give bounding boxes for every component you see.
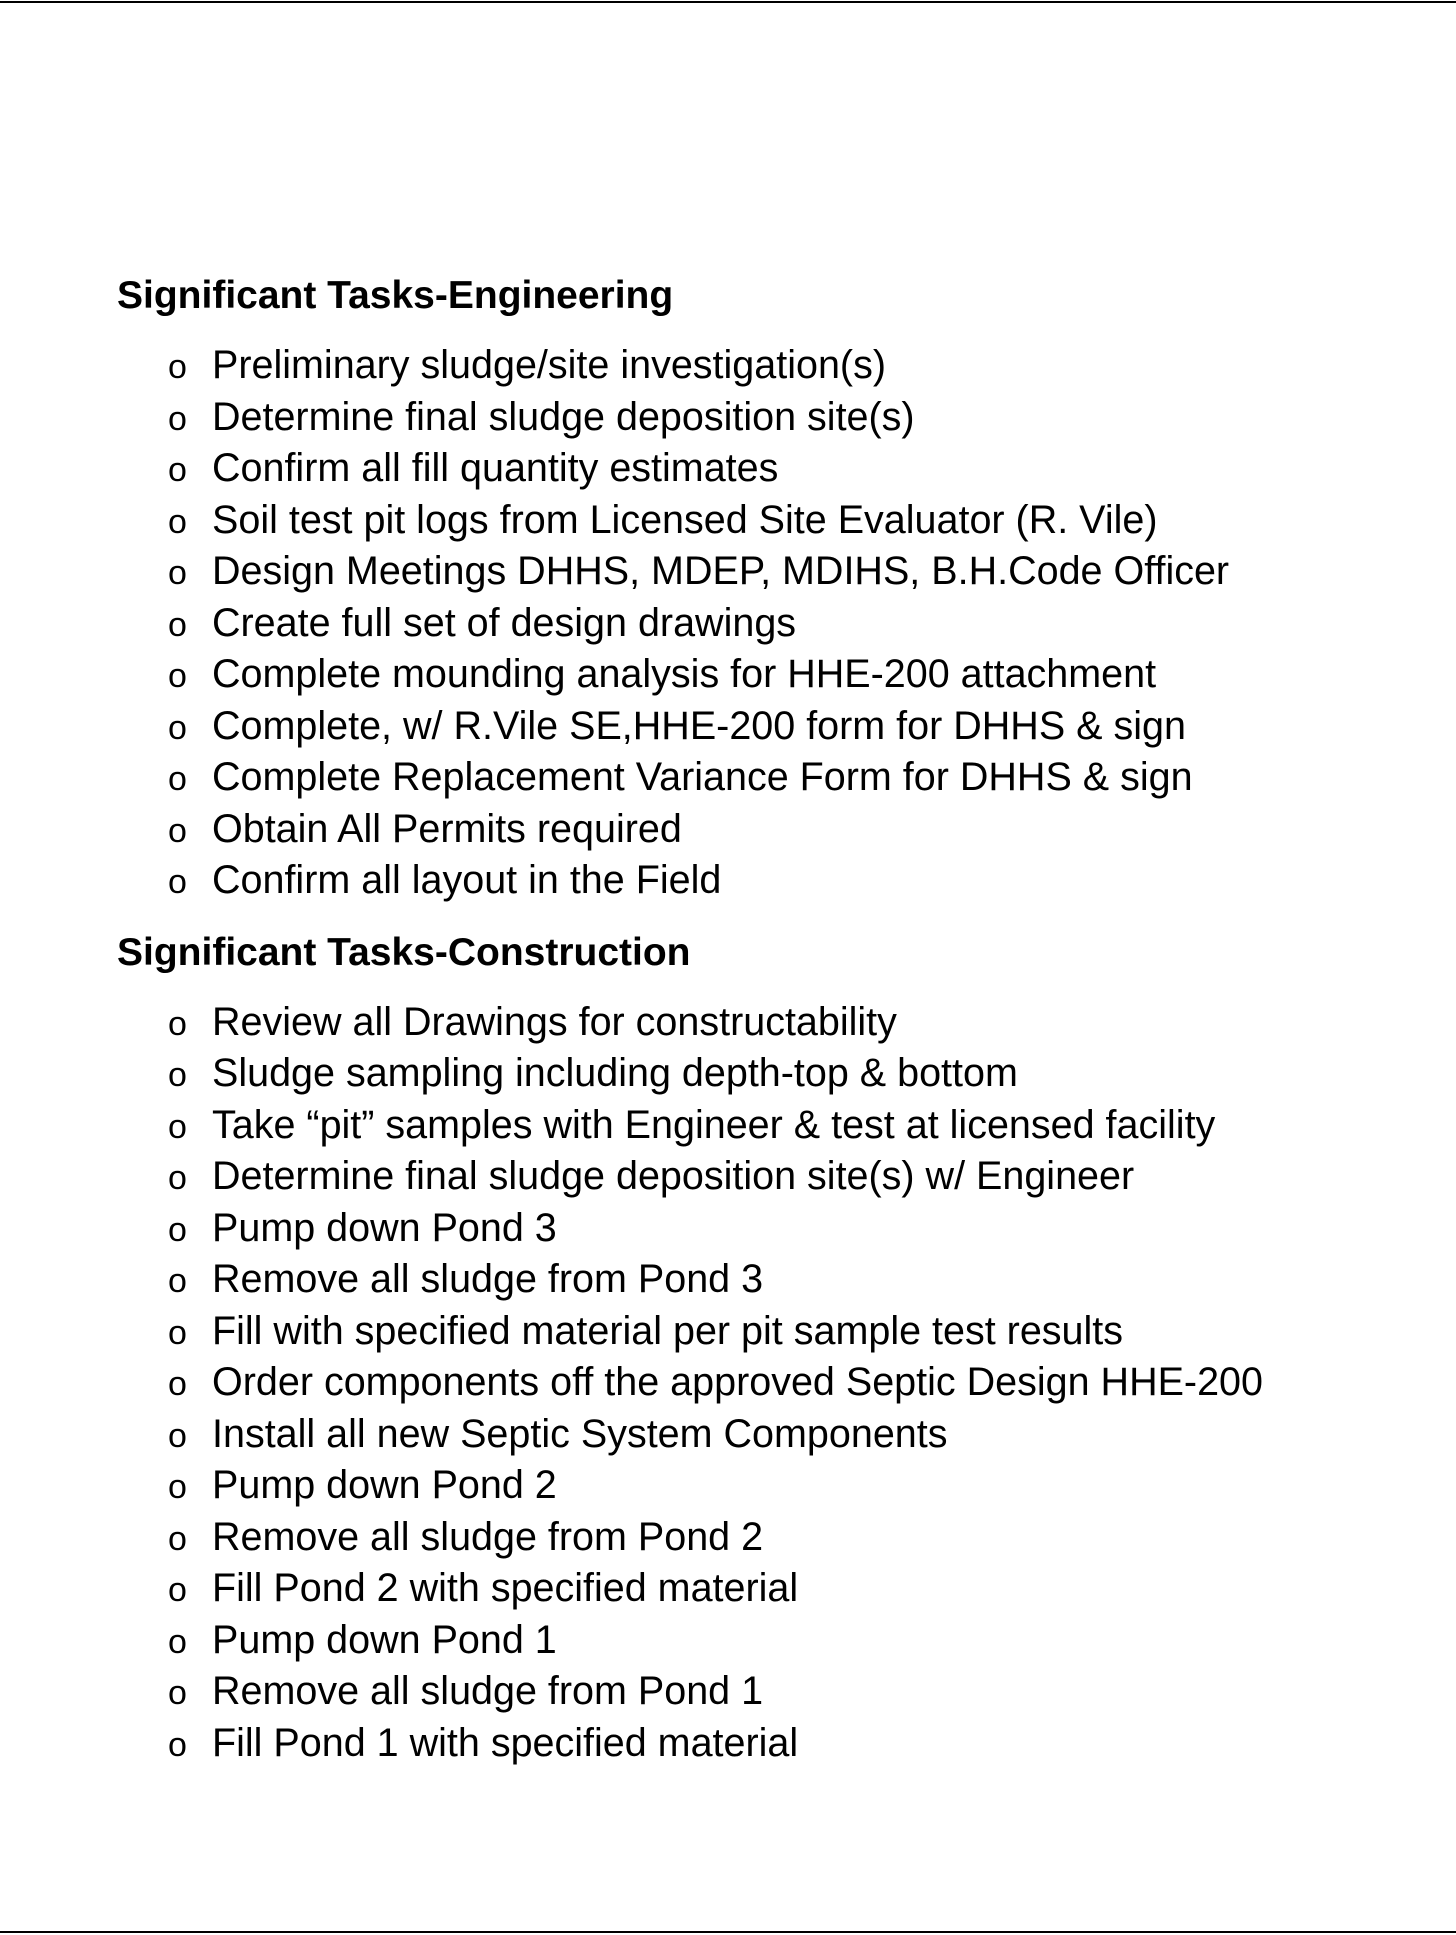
- list-item: [117, 804, 1417, 856]
- hollow-bullet-icon: o: [168, 1107, 187, 1146]
- task-text: Create full set of design drawings: [212, 600, 797, 645]
- list-item: [117, 752, 1417, 804]
- top-border-line: [0, 1, 1456, 3]
- list-item: [117, 546, 1417, 598]
- list-item: [117, 649, 1417, 701]
- hollow-bullet-icon: o: [168, 1159, 187, 1197]
- task-text: Fill with specified material per pit sample test results: [212, 1308, 1124, 1353]
- task-text: Determine final sludge deposition site(s): [212, 394, 915, 439]
- task-text: Remove all sludge from Pond 2: [212, 1514, 764, 1559]
- list-item: [117, 1718, 1417, 1770]
- list-item: [117, 855, 1417, 907]
- task-text: Complete, w/ R.Vile SE,HHE-200 form for DHHS & sign: [212, 703, 1186, 748]
- hollow-bullet-icon: o: [168, 399, 187, 438]
- list-item: [117, 701, 1417, 753]
- list-item: [117, 1048, 1417, 1100]
- bottom-border-line: [0, 1931, 1456, 1933]
- hollow-bullet-icon: o: [168, 1004, 187, 1043]
- task-text: Preliminary sludge/site investigation(s): [212, 343, 886, 387]
- hollow-bullet-icon: o: [168, 554, 187, 592]
- hollow-bullet-icon: o: [168, 863, 187, 901]
- list-item: [117, 495, 1417, 547]
- task-text: Order components off the approved Septic Design HHE-200: [212, 1360, 1263, 1404]
- list-item: [117, 1306, 1417, 1358]
- hollow-bullet-icon: o: [168, 502, 187, 541]
- list-item: [117, 443, 1417, 495]
- list-item: [117, 392, 1417, 444]
- list-item: [117, 1357, 1417, 1409]
- task-list-construction: [117, 997, 1417, 1770]
- document-body: [117, 272, 1417, 1791]
- task-text: Confirm all fill quantity estimates: [212, 446, 779, 490]
- task-text: Remove all sludge from Pond 3: [212, 1257, 764, 1301]
- task-text: Obtain All Permits required: [212, 806, 682, 851]
- task-text: Pump down Pond 2: [212, 1463, 557, 1507]
- hollow-bullet-icon: o: [168, 1210, 187, 1249]
- hollow-bullet-icon: o: [168, 708, 187, 747]
- task-text: Pump down Pond 3: [212, 1205, 557, 1250]
- task-text: Sludge sampling including depth-top & bottom: [212, 1051, 1018, 1095]
- hollow-bullet-icon: o: [168, 1674, 187, 1712]
- section-construction: [117, 929, 1417, 1770]
- list-item: [117, 997, 1417, 1049]
- task-list-engineering: [117, 340, 1417, 907]
- list-item: [117, 1512, 1417, 1564]
- list-item: [117, 1100, 1417, 1152]
- task-text: Pump down Pond 1: [212, 1617, 557, 1662]
- section-heading-engineering: Significant Tasks-Engineering: [117, 274, 674, 317]
- task-text: Install all new Septic System Components: [212, 1411, 948, 1456]
- hollow-bullet-icon: o: [168, 760, 187, 798]
- list-item: [117, 1151, 1417, 1203]
- hollow-bullet-icon: o: [168, 1262, 187, 1300]
- list-item: [117, 340, 1417, 392]
- hollow-bullet-icon: o: [168, 1365, 187, 1403]
- task-text: Complete mounding analysis for HHE-200 attachment: [212, 652, 1157, 696]
- list-item: [117, 598, 1417, 650]
- task-text: Remove all sludge from Pond 1: [212, 1669, 764, 1713]
- list-item: [117, 1460, 1417, 1512]
- task-text: Soil test pit logs from Licensed Site Evaluator (R. Vile): [212, 497, 1158, 542]
- list-item: [117, 1615, 1417, 1667]
- hollow-bullet-icon: o: [168, 1313, 187, 1352]
- list-item: [117, 1409, 1417, 1461]
- task-text: Design Meetings DHHS, MDEP, MDIHS, B.H.Code Officer: [212, 549, 1230, 593]
- section-heading-construction: Significant Tasks-Construction: [117, 930, 691, 974]
- hollow-bullet-icon: o: [168, 1056, 187, 1094]
- hollow-bullet-icon: o: [168, 1468, 187, 1506]
- task-text: Take “pit” samples with Engineer & test at licensed facility: [212, 1102, 1216, 1147]
- list-item: [117, 1203, 1417, 1255]
- task-text: Determine final sludge deposition site(s) w/ Engineer: [212, 1154, 1135, 1198]
- hollow-bullet-icon: o: [168, 1416, 187, 1455]
- section-engineering: [117, 272, 1417, 907]
- hollow-bullet-icon: o: [168, 1571, 187, 1609]
- hollow-bullet-icon: o: [168, 348, 187, 386]
- list-item: [117, 1254, 1417, 1306]
- task-text: Complete Replacement Variance Form for DHHS & sign: [212, 755, 1193, 799]
- task-text: Review all Drawings for constructability: [212, 999, 897, 1044]
- list-item: [117, 1563, 1417, 1615]
- hollow-bullet-icon: o: [168, 1622, 187, 1661]
- task-text: Fill Pond 2 with specified material: [212, 1566, 799, 1610]
- hollow-bullet-icon: o: [168, 451, 187, 489]
- hollow-bullet-icon: o: [168, 811, 187, 850]
- hollow-bullet-icon: o: [168, 1725, 187, 1764]
- list-item: [117, 1666, 1417, 1718]
- task-text: Confirm all layout in the Field: [212, 858, 722, 902]
- hollow-bullet-icon: o: [168, 605, 187, 644]
- task-text: Fill Pond 1 with specified material: [212, 1720, 799, 1765]
- hollow-bullet-icon: o: [168, 657, 187, 695]
- hollow-bullet-icon: o: [168, 1519, 187, 1558]
